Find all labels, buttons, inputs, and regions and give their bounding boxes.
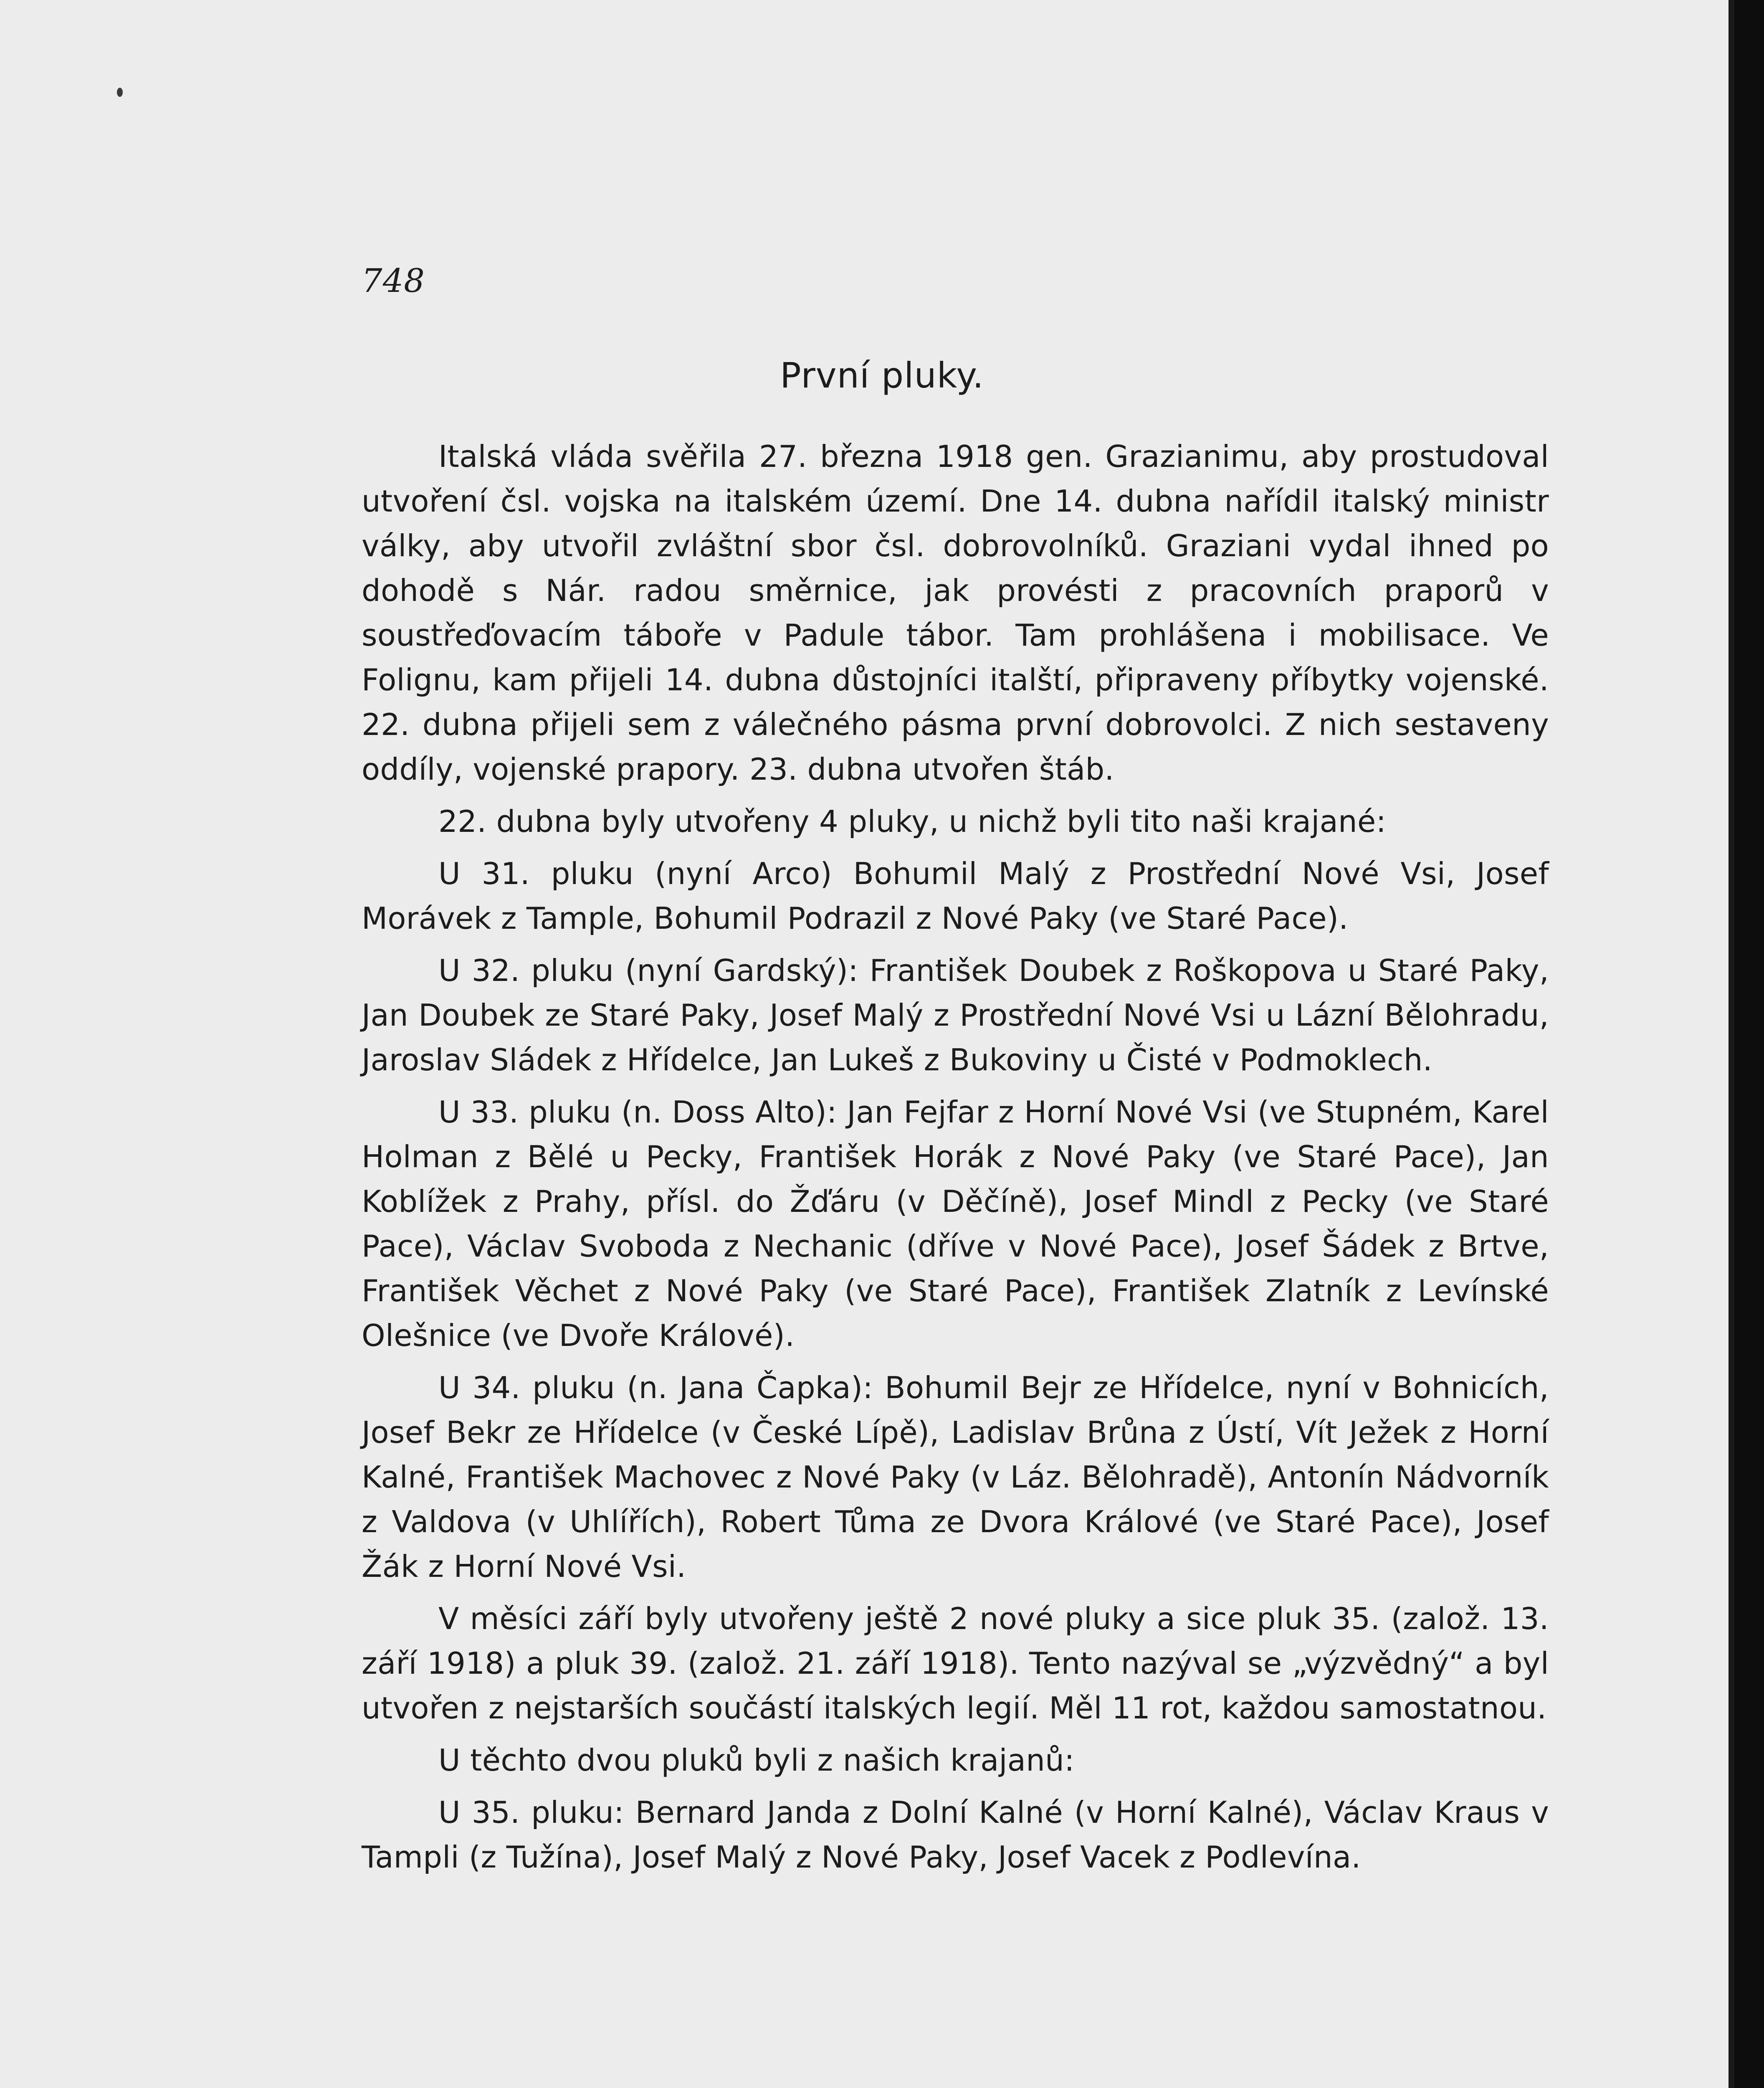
paragraph: V měsíci září byly utvořeny ještě 2 nové pluky a sice pluk 35. (založ. 13. září 1918) a pluk 39. (založ. 21. září 1918). Tento nazýval se „výzvědný“ a byl utvořen z nejstarších součástí italských legií. Měl 11 rot, každou samostatnou. bbox=[362, 1601, 1549, 1726]
paragraph: U 34. pluku (n. Jana Čapka): Bohumil Bejr ze Hřídelce, nyní v Bohnicích, Josef Bekr ze Hřídelce (v České Lípě), Ladislav Brůna z Ústí, Vít Ježek z Horní Kalné, František Machovec z Nové Paky (v Láz. Bělohradě), Antonín Nádvorník z Valdova (v Uhlířích), Robert Tůma ze Dvora Králové (ve Staré Pace), Josef Žák z Horní Nové Vsi. bbox=[362, 1370, 1549, 1584]
paragraph: U 33. pluku (n. Doss Alto): Jan Fejfar z Horní Nové Vsi (ve Stupném, Karel Holman z Bělé u Pecky, František Horák z Nové Paky (ve Staré Pace), Jan Koblížek z Prahy, přísl. do Žďáru (v Děčíně), Josef Mindl z Pecky (ve Staré Pace), Václav Svoboda z Nechanic (dříve v Nové Pace), Josef Šádek z Brtve, František Věchet z Nové Paky (ve Staré Pace), František Zlatník z Levínské Olešnice (ve Dvoře Králové). bbox=[362, 1095, 1549, 1353]
scan-border bbox=[1734, 0, 1764, 2088]
paragraph: Italská vláda svěřila 27. března 1918 gen. Grazianimu, aby prostudoval utvoření čsl. vojska na italském území. Dne 14. dubna nařídil italský ministr války, aby utvořil zvláštní sbor čsl. dobrovolníků. Graziani vydal ihned po dohodě s Nár. radou směrnice, jak provésti z pracovních praporů v soustřeďovacím táboře v Padule tábor. Tam prohlášena i mobilisace. Ve Folignu, kam přijeli 14. dubna důstojníci italští, připraveny příbytky vojenské. 22. dubna přijeli sem z válečného pásma první dobrovolci. Z nich sestaveny oddíly, vojenské prapory. 23. dubna utvořen štáb. bbox=[362, 439, 1549, 787]
body-text bbox=[362, 434, 1549, 1887]
paragraph: U 35. pluku: Bernard Janda z Dolní Kalné (v Horní Kalné), Václav Kraus v Tampli (z Tužína), Josef Malý z Nové Paky, Josef Vacek z Podlevína. bbox=[362, 1795, 1549, 1875]
scan-speck bbox=[117, 88, 123, 97]
page-number: 748 bbox=[362, 262, 425, 300]
paragraph: 22. dubna byly utvořeny 4 pluky, u nichž byli tito naši krajané: bbox=[438, 804, 1387, 839]
paragraph: U 32. pluku (nyní Gardský): František Doubek z Roškopova u Staré Paky, Jan Doubek ze Staré Paky, Josef Malý z Prostřední Nové Vsi u Lázní Bělohradu, Jaroslav Sládek z Hřídelce, Jan Lukeš z Bukoviny u Čisté v Podmoklech. bbox=[362, 953, 1549, 1077]
chapter-title: První pluky. bbox=[780, 355, 984, 396]
paragraph: U 31. pluku (nyní Arco) Bohumil Malý z Prostřední Nové Vsi, Josef Morávek z Tample, Bohumil Podrazil z Nové Paky (ve Staré Pace). bbox=[362, 856, 1549, 936]
paragraph: U těchto dvou pluků byli z našich krajanů: bbox=[438, 1743, 1075, 1778]
